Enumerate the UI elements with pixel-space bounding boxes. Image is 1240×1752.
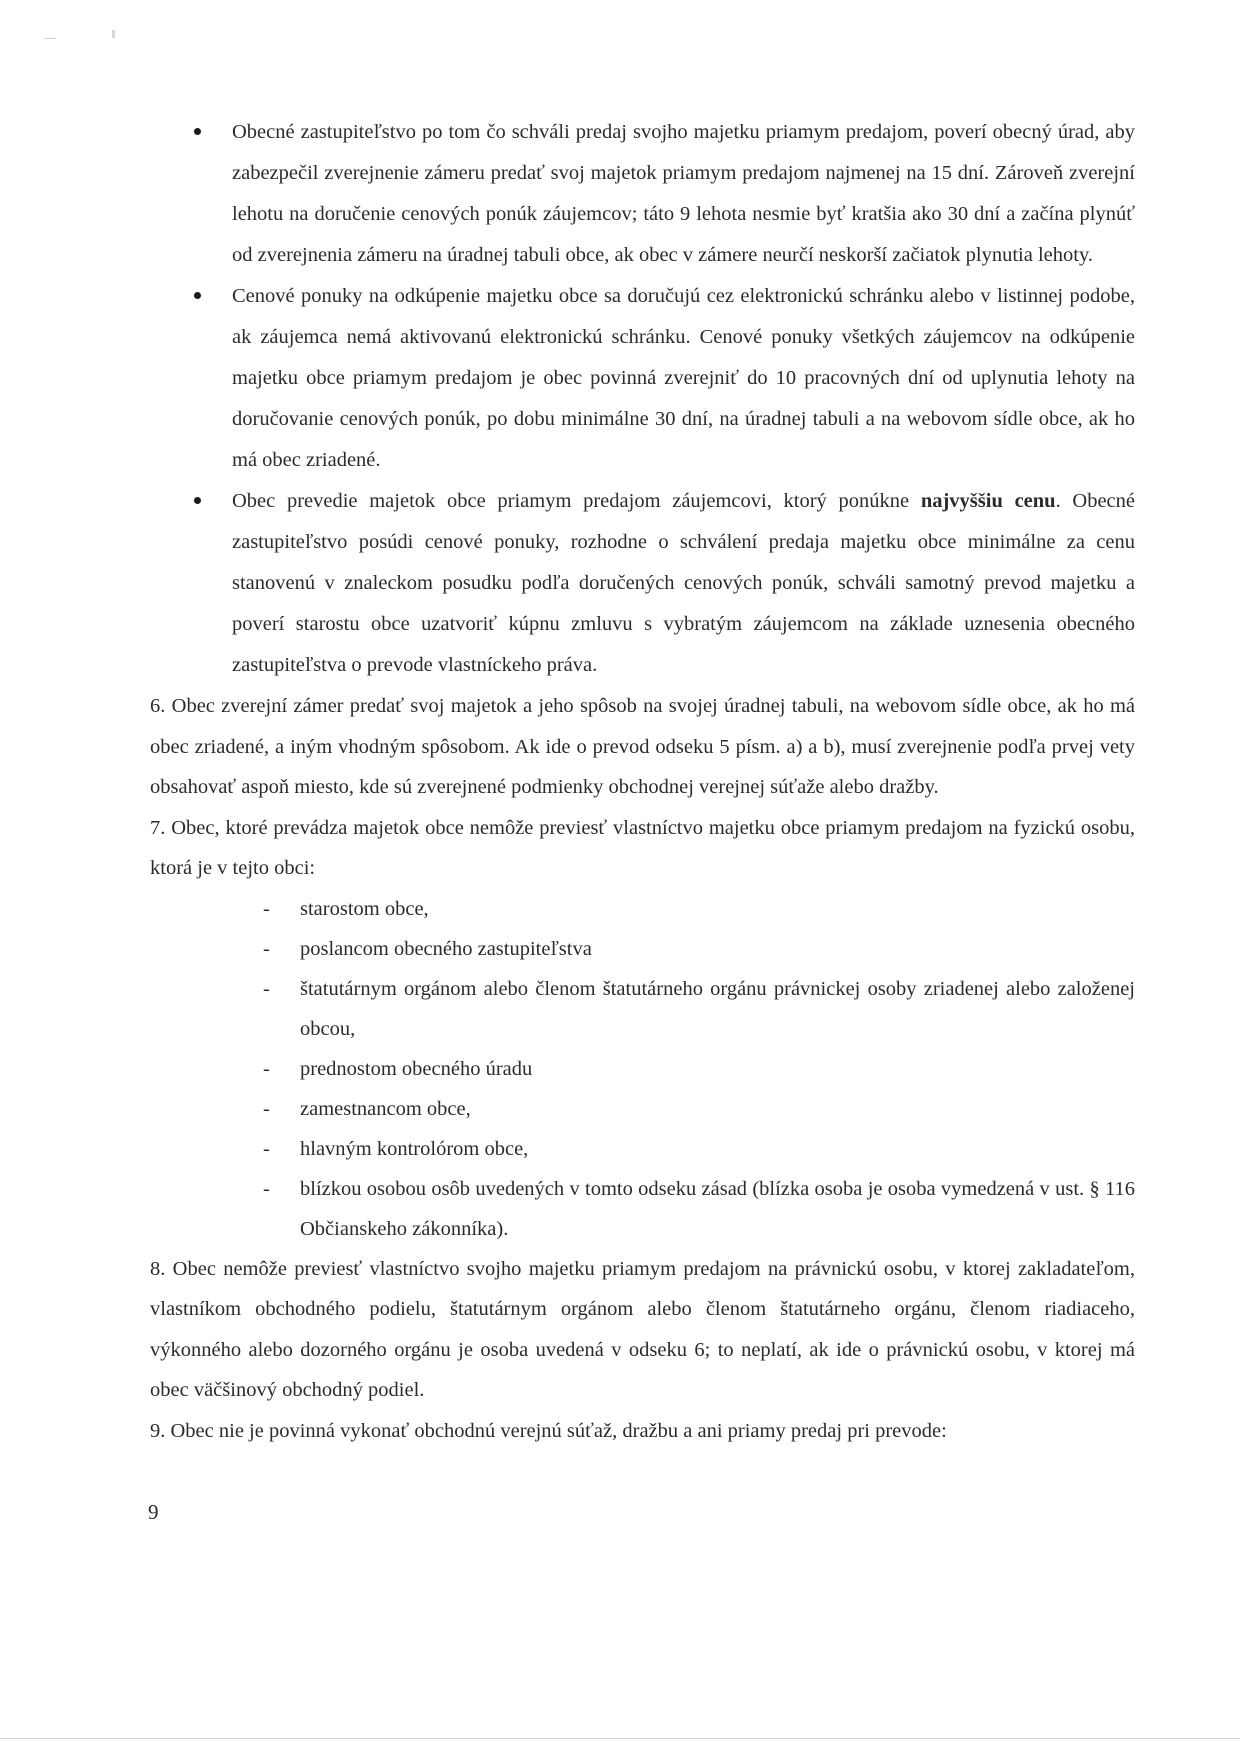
bullet-item: [150, 481, 1135, 686]
dash-item: [150, 1089, 1135, 1129]
bullet-icon: [194, 292, 201, 299]
bullet-item: [150, 276, 1135, 481]
dash-icon: -: [263, 1057, 270, 1080]
paragraph-8: 8. Obec nemôže previesť vlastníctvo svojho majetku priamym predajom na právnickú osobu, v ktorej zakladateľom, vlastníkom obchodného podielu, štatutárnym orgánom alebo členom štatutárneho orgánu, členom riadiaceho, výkonného alebo dozorného orgánu je osoba uvedená v odseku 6; to neplatí, ak ide o právnickú osobu, v ktorej má obec väčšinový obchodný podiel.: [150, 1257, 1135, 1401]
bullet-text: Cenové ponuky na odkúpenie majetku obce sa doručujú cez elektronickú schránku alebo v listinnej podobe, ak záujemca nemá aktivovanú elektronickú schránku. Cenové ponuky všetkých záujemcov na odkúpenie majetku obce priamym predajom je obec povinná zverejniť do 10 pracovných dní od uplynutia lehoty na doručovanie cenových ponúk, po dobu minimálne 30 dní, na úradnej tabuli a na webovom sídle obce, ak ho má obec zriadené.: [232, 285, 1135, 471]
page-number: 9: [148, 1500, 159, 1524]
bullet-text: Obec prevedie majetok obce priamym predajom záujemcovi, ktorý ponúkne: [232, 490, 921, 512]
dash-icon: -: [263, 1137, 270, 1160]
bullet-text: Obecné zastupiteľstvo po tom čo schváli predaj svojho majetku priamym predajom, poverí obecný úrad, aby zabezpečil zverejnenie zámeru predať svoj majetok priamym predajom najmenej na 15 dní. Zároveň zverejní lehotu na doručenie cenových ponúk záujemcov; táto 9 lehota nesmie byť kratšia ako 30 dní a začína plynúť od zverejnenia zámeru na úradnej tabuli obce, ak obec v zámere neurčí neskorší začiatok plynutia lehoty.: [232, 121, 1135, 266]
dash-text: štatutárnym orgánom alebo členom štatutárneho orgánu právnickej osoby zriadenej alebo založenej obcou,: [300, 977, 1135, 1040]
scan-edge-line: [0, 1738, 1240, 1739]
dash-item: [150, 889, 1135, 929]
bullet-text: . Obecné zastupiteľstvo posúdi cenové ponuky, rozhodne o schválení predaja majetku obce minimálne za cenu stanovenú v znaleckom posudku podľa doručených cenových ponúk, schváli samotný prevod majetku a poverí starostu obce uzatvoriť kúpnu zmluvu s vybratým záujemcom na základe uznesenia obecného zastupiteľstva o prevode vlastníckeho práva.: [232, 490, 1136, 676]
paragraph-7: 7. Obec, ktoré prevádza majetok obce nemôže previesť vlastníctvo majetku obce priamym predajom na fyzickú osobu, ktorá je v tejto obci:: [150, 816, 1135, 879]
bullet-list: [150, 112, 1135, 686]
dash-text: hlavným kontrolórom obce,: [300, 1137, 529, 1160]
dash-text: prednostom obecného úradu: [300, 1057, 533, 1080]
dash-list: [150, 889, 1135, 1249]
paragraph-6: 6. Obec zverejní zámer predať svoj majetok a jeho spôsob na svojej úradnej tabuli, na webovom sídle obce, ak ho má obec zriadené, a iným vhodným spôsobom. Ak ide o prevod odseku 5 písm. a) a b), musí zverejnenie podľa prvej vety obsahovať aspoň miesto, kde sú zverejnené podmienky obchodnej verejnej súťaže alebo dražby.: [150, 695, 1135, 798]
dash-icon: -: [263, 1097, 270, 1120]
bullet-icon: [194, 497, 201, 504]
document-body: [150, 112, 1135, 1451]
dash-text: blízkou osobou osôb uvedených v tomto odseku zásad (blízka osoba je osoba vymedzená v ust. § 116 Občianskeho zákonníka).: [300, 1177, 1135, 1240]
dash-text: poslancom obecného zastupiteľstva: [300, 937, 592, 960]
scan-artifact: [44, 38, 56, 39]
bullet-emphasis: najvyššiu cenu: [920, 490, 1056, 512]
dash-item: [150, 929, 1135, 969]
dash-item: [150, 1049, 1135, 1089]
dash-text: starostom obce,: [300, 897, 429, 920]
dash-icon: -: [263, 977, 270, 1000]
dash-icon: -: [263, 897, 270, 920]
dash-item: [150, 1169, 1135, 1249]
dash-item: [150, 969, 1135, 1049]
dash-icon: -: [263, 937, 270, 960]
dash-item: [150, 1129, 1135, 1169]
paragraph-9: 9. Obec nie je povinná vykonať obchodnú verejnú súťaž, dražbu a ani priamy predaj pri prevode:: [150, 1419, 947, 1442]
dash-text: zamestnancom obce,: [300, 1097, 471, 1120]
bullet-icon: [194, 128, 201, 135]
bullet-item: [150, 112, 1135, 276]
dash-icon: -: [263, 1177, 270, 1200]
scan-artifact: [112, 30, 115, 38]
